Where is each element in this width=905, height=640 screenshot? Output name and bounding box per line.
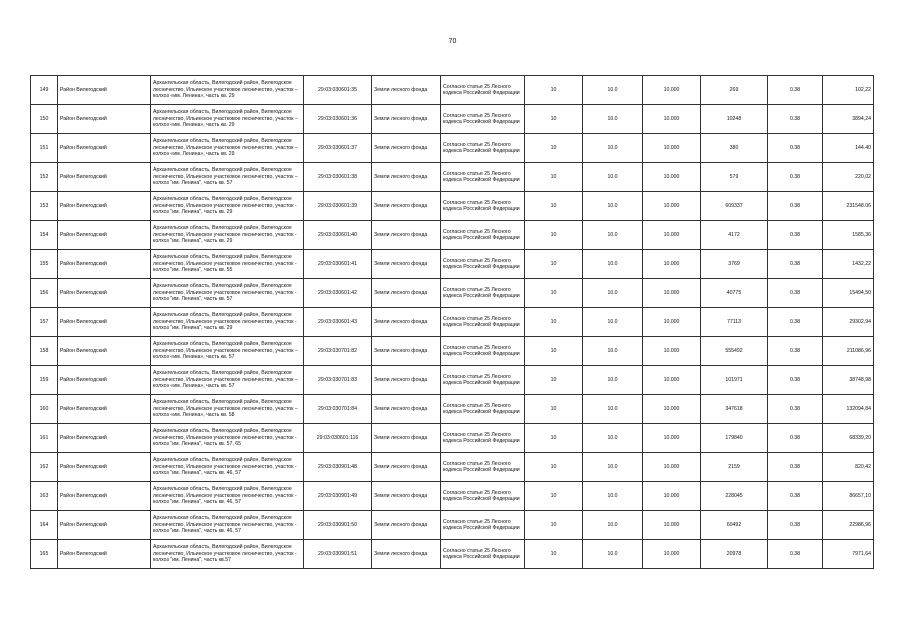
legal-basis-cell: Согласно статье 25 Лесного кодекса Российской Федерации <box>441 134 525 163</box>
address-cell: Архангельская область, Вилегодский район, Вилегодское лесничество, Ильинское участковое лесничество, участок – колхоз «им. Ленина», часть кв. 57 <box>151 337 304 366</box>
table-row <box>31 482 874 511</box>
area-cell: 10248 <box>701 105 768 134</box>
land-category-cell: Земли лесного фонда <box>372 76 441 105</box>
legal-basis-cell: Согласно статье 25 Лесного кодекса Российской Федерации <box>441 453 525 482</box>
table-row <box>31 366 874 395</box>
legal-basis-cell: Согласно статье 25 Лесного кодекса Российской Федерации <box>441 540 525 569</box>
rate-cell: 0.38 <box>768 221 823 250</box>
total-cell: 38748,98 <box>823 366 874 395</box>
legal-basis-cell: Согласно статье 25 Лесного кодекса Российской Федерации <box>441 395 525 424</box>
address-cell: Архангельская область, Вилегодский район, Вилегодское лесничество, Ильинское участковое лесничество, участок – колхоз «им. Ленина», часть кв. 29 <box>151 76 304 105</box>
total-cell: 86657,10 <box>823 482 874 511</box>
value-1-cell: 10 <box>525 163 583 192</box>
table-row <box>31 424 874 453</box>
cadastral-number-cell: 29:03:030901:49 <box>304 482 372 511</box>
rate-cell: 0.38 <box>768 453 823 482</box>
address-cell: Архангельская область, Вилегодский район, Вилегодское лесничество, Ильинское участковое лесничество, участок – колхоз "им. Ленина", часть кв. 57 <box>151 163 304 192</box>
cadastral-number-cell: 29:03:030601:38 <box>304 163 372 192</box>
row-number: 149 <box>31 76 58 105</box>
value-1-cell: 10 <box>525 76 583 105</box>
district-cell: Район Вилегодский <box>58 424 151 453</box>
land-category-cell: Земли лесного фонда <box>372 221 441 250</box>
total-cell: 29302,94 <box>823 308 874 337</box>
address-cell: Архангельская область, Вилегодский район, Вилегодское лесничество, Ильинское участковое лесничество, участок - колхоз "им. Ленина", часть кв. 46, 57 <box>151 482 304 511</box>
rate-cell: 0.38 <box>768 134 823 163</box>
value-3-cell: 10.000 <box>643 337 701 366</box>
area-cell: 3769 <box>701 250 768 279</box>
value-3-cell: 10.000 <box>643 308 701 337</box>
land-category-cell: Земли лесного фонда <box>372 134 441 163</box>
land-category-cell: Земли лесного фонда <box>372 482 441 511</box>
land-category-cell: Земли лесного фонда <box>372 163 441 192</box>
total-cell: 820,42 <box>823 453 874 482</box>
total-cell: 102,22 <box>823 76 874 105</box>
district-cell: Район Вилегодский <box>58 540 151 569</box>
row-number: 157 <box>31 308 58 337</box>
cadastral-number-cell: 29:03:030701:84 <box>304 395 372 424</box>
legal-basis-cell: Согласно статье 25 Лесного кодекса Российской Федерации <box>441 424 525 453</box>
land-category-cell: Земли лесного фонда <box>372 453 441 482</box>
table-row <box>31 511 874 540</box>
total-cell: 132094,84 <box>823 395 874 424</box>
value-2-cell: 10.0 <box>583 105 643 134</box>
rate-cell: 0.38 <box>768 163 823 192</box>
value-3-cell: 10.000 <box>643 540 701 569</box>
area-cell: 4172 <box>701 221 768 250</box>
address-cell: Архангельская область, Вилегодский район, Вилегодское лесничество, Ильинское участковое лесничество, участок – колхоз «им. Ленина», часть кв. 29 <box>151 134 304 163</box>
district-cell: Район Вилегодский <box>58 105 151 134</box>
value-2-cell: 10.0 <box>583 511 643 540</box>
land-registry-table <box>30 75 874 569</box>
value-3-cell: 10.000 <box>643 76 701 105</box>
row-number: 155 <box>31 250 58 279</box>
value-2-cell: 10.0 <box>583 337 643 366</box>
legal-basis-cell: Согласно статье 25 Лесного кодекса Российской Федерации <box>441 482 525 511</box>
value-3-cell: 10.000 <box>643 482 701 511</box>
value-2-cell: 10.0 <box>583 366 643 395</box>
legal-basis-cell: Согласно статье 25 Лесного кодекса Российской Федерации <box>441 105 525 134</box>
legal-basis-cell: Согласно статье 25 Лесного кодекса Российской Федерации <box>441 337 525 366</box>
value-3-cell: 10.000 <box>643 395 701 424</box>
area-cell: 2159 <box>701 453 768 482</box>
value-1-cell: 10 <box>525 540 583 569</box>
row-number: 163 <box>31 482 58 511</box>
table-row <box>31 221 874 250</box>
value-3-cell: 10.000 <box>643 279 701 308</box>
value-3-cell: 10.000 <box>643 424 701 453</box>
value-3-cell: 10.000 <box>643 105 701 134</box>
area-cell: 347618 <box>701 395 768 424</box>
value-1-cell: 10 <box>525 424 583 453</box>
district-cell: Район Вилегодский <box>58 134 151 163</box>
land-category-cell: Земли лесного фонда <box>372 105 441 134</box>
value-2-cell: 10.0 <box>583 134 643 163</box>
legal-basis-cell: Согласно статье 25 Лесного кодекса Российской Федерации <box>441 308 525 337</box>
rate-cell: 0.38 <box>768 482 823 511</box>
row-number: 165 <box>31 540 58 569</box>
table-row <box>31 105 874 134</box>
cadastral-number-cell: 29:03:030601:41 <box>304 250 372 279</box>
cadastral-number-cell: 29:03:030601:37 <box>304 134 372 163</box>
area-cell: 101971 <box>701 366 768 395</box>
address-cell: Архангельская область, Вилегодский район, Вилегодское лесничество, Ильинское участковое лесничество, участок - колхоз "им. Ленина", часть кв. 29 <box>151 308 304 337</box>
total-cell: 211086,96 <box>823 337 874 366</box>
table-row <box>31 250 874 279</box>
value-3-cell: 10.000 <box>643 221 701 250</box>
table-row <box>31 337 874 366</box>
address-cell: Архангельская область, Вилегодский район, Вилегодское лесничество, Ильинское участковое лесничество, участок - колхоз "им. Ленина", часть кв. 46, 57 <box>151 511 304 540</box>
cadastral-number-cell: 29:03:030601:40 <box>304 221 372 250</box>
value-1-cell: 10 <box>525 221 583 250</box>
land-category-cell: Земли лесного фонда <box>372 511 441 540</box>
value-3-cell: 10.000 <box>643 134 701 163</box>
legal-basis-cell: Согласно статье 25 Лесного кодекса Российской Федерации <box>441 192 525 221</box>
rate-cell: 0.38 <box>768 308 823 337</box>
value-2-cell: 10.0 <box>583 279 643 308</box>
table-row <box>31 395 874 424</box>
district-cell: Район Вилегодский <box>58 482 151 511</box>
value-1-cell: 10 <box>525 134 583 163</box>
value-1-cell: 10 <box>525 453 583 482</box>
rate-cell: 0.38 <box>768 279 823 308</box>
rate-cell: 0.38 <box>768 250 823 279</box>
area-cell: 40775 <box>701 279 768 308</box>
total-cell: 68339,20 <box>823 424 874 453</box>
total-cell: 1585,36 <box>823 221 874 250</box>
legal-basis-cell: Согласно статье 25 Лесного кодекса Российской Федерации <box>441 221 525 250</box>
row-number: 164 <box>31 511 58 540</box>
value-3-cell: 10.000 <box>643 250 701 279</box>
value-1-cell: 10 <box>525 308 583 337</box>
value-2-cell: 10.0 <box>583 192 643 221</box>
legal-basis-cell: Согласно статье 25 Лесного кодекса Российской Федерации <box>441 163 525 192</box>
value-1-cell: 10 <box>525 279 583 308</box>
area-cell: 60492 <box>701 511 768 540</box>
row-number: 161 <box>31 424 58 453</box>
area-cell: 609337 <box>701 192 768 221</box>
value-2-cell: 10.0 <box>583 395 643 424</box>
total-cell: 231548.06 <box>823 192 874 221</box>
row-number: 154 <box>31 221 58 250</box>
total-cell: 144.40 <box>823 134 874 163</box>
cadastral-number-cell: 29:03:030901:50 <box>304 511 372 540</box>
district-cell: Район Вилегодский <box>58 511 151 540</box>
cadastral-number-cell: 29:03:030601:35 <box>304 76 372 105</box>
area-cell: 20978 <box>701 540 768 569</box>
cadastral-number-cell: 29:03:030601:116 <box>304 424 372 453</box>
land-category-cell: Земли лесного фонда <box>372 279 441 308</box>
district-cell: Район Вилегодский <box>58 308 151 337</box>
district-cell: Район Вилегодский <box>58 76 151 105</box>
table-row <box>31 163 874 192</box>
district-cell: Район Вилегодский <box>58 337 151 366</box>
address-cell: Архангельская область, Вилегодский район, Вилегодское лесничество, Ильинское участковое лесничество, участок - колхоз "им. Ленина", часть кв. 29 <box>151 192 304 221</box>
cadastral-number-cell: 29:03:030601:39 <box>304 192 372 221</box>
value-3-cell: 10.000 <box>643 453 701 482</box>
rate-cell: 0.38 <box>768 424 823 453</box>
table-row <box>31 192 874 221</box>
land-category-cell: Земли лесного фонда <box>372 337 441 366</box>
total-cell: 220,02 <box>823 163 874 192</box>
value-1-cell: 10 <box>525 366 583 395</box>
table-row <box>31 134 874 163</box>
rate-cell: 0.38 <box>768 105 823 134</box>
cadastral-number-cell: 29:03:030601:36 <box>304 105 372 134</box>
cadastral-number-cell: 29:03:030901:51 <box>304 540 372 569</box>
legal-basis-cell: Согласно статье 25 Лесного кодекса Российской Федерации <box>441 511 525 540</box>
area-cell: 228045 <box>701 482 768 511</box>
land-category-cell: Земли лесного фонда <box>372 424 441 453</box>
district-cell: Район Вилегодский <box>58 395 151 424</box>
value-3-cell: 10.000 <box>643 511 701 540</box>
value-3-cell: 10.000 <box>643 163 701 192</box>
row-number: 153 <box>31 192 58 221</box>
table-row <box>31 76 874 105</box>
district-cell: Район Вилегодский <box>58 163 151 192</box>
page-number: 70 <box>448 38 457 45</box>
legal-basis-cell: Согласно статье 25 Лесного кодекса Российской Федерации <box>441 366 525 395</box>
value-2-cell: 10.0 <box>583 163 643 192</box>
address-cell: Архангельская область, Вилегодский район, Вилегодское лесничество, Ильинское участковое лесничество, участок - колхоз "им. Ленина", часть кв. 29 <box>151 221 304 250</box>
area-cell: 555492 <box>701 337 768 366</box>
total-cell: 3894,24 <box>823 105 874 134</box>
rate-cell: 0.38 <box>768 192 823 221</box>
value-2-cell: 10.0 <box>583 424 643 453</box>
land-category-cell: Земли лесного фонда <box>372 540 441 569</box>
legal-basis-cell: Согласно статье 25 Лесного кодекса Российской Федерации <box>441 76 525 105</box>
row-number: 158 <box>31 337 58 366</box>
cadastral-number-cell: 29:03:030901:48 <box>304 453 372 482</box>
value-2-cell: 10.0 <box>583 308 643 337</box>
value-3-cell: 10.000 <box>643 192 701 221</box>
row-number: 159 <box>31 366 58 395</box>
address-cell: Архангельская область, Вилегодский район, Вилегодское лесничество, Ильинское участковое лесничество, участок - колхоз "им. Ленина", часть кв.57 <box>151 540 304 569</box>
land-category-cell: Земли лесного фонда <box>372 308 441 337</box>
value-1-cell: 10 <box>525 482 583 511</box>
rate-cell: 0.38 <box>768 76 823 105</box>
address-cell: Архангельская область, Вилегодский район, Вилегодское лесничество, Ильинское участковое лесничество, участок – колхоз «им. Ленина», часть кв. 57 <box>151 366 304 395</box>
rate-cell: 0.38 <box>768 395 823 424</box>
area-cell: 269 <box>701 76 768 105</box>
legal-basis-cell: Согласно статье 25 Лесного кодекса Российской Федерации <box>441 279 525 308</box>
value-2-cell: 10.0 <box>583 482 643 511</box>
land-category-cell: Земли лесного фонда <box>372 250 441 279</box>
value-2-cell: 10.0 <box>583 453 643 482</box>
rate-cell: 0.38 <box>768 366 823 395</box>
value-2-cell: 10.0 <box>583 250 643 279</box>
table-row <box>31 308 874 337</box>
value-2-cell: 10.0 <box>583 76 643 105</box>
district-cell: Район Вилегодский <box>58 221 151 250</box>
address-cell: Архангельская область, Вилегодский район, Вилегодское лесничество, Ильинское участковое лесничество, участок – колхоз «им. Ленина», часть кв. 29 <box>151 105 304 134</box>
legal-basis-cell: Согласно статье 25 Лесного кодекса Российской Федерации <box>441 250 525 279</box>
table-row <box>31 279 874 308</box>
area-cell: 179840 <box>701 424 768 453</box>
row-number: 151 <box>31 134 58 163</box>
rate-cell: 0.38 <box>768 337 823 366</box>
value-1-cell: 10 <box>525 511 583 540</box>
total-cell: 1432,22 <box>823 250 874 279</box>
value-1-cell: 10 <box>525 250 583 279</box>
table-row <box>31 453 874 482</box>
row-number: 156 <box>31 279 58 308</box>
row-number: 162 <box>31 453 58 482</box>
district-cell: Район Вилегодский <box>58 279 151 308</box>
land-category-cell: Земли лесного фонда <box>372 366 441 395</box>
address-cell: Архангельская область, Вилегодский район, Вилегодское лесничество, Ильинское участковое лесничество, участок - колхоз "им. Ленина", часть кв. 46, 57 <box>151 453 304 482</box>
value-3-cell: 10.000 <box>643 366 701 395</box>
address-cell: Архангельская область, Вилегодский район, Вилегодское лесничество, Ильинское участковое лесничество, участок - колхоз "им. Ленина", часть кв. 57 <box>151 279 304 308</box>
total-cell: 7971,64 <box>823 540 874 569</box>
cadastral-number-cell: 29:03:030601:43 <box>304 308 372 337</box>
row-number: 150 <box>31 105 58 134</box>
address-cell: Архангельская область, Вилегодский район, Вилегодское лесничество, Ильинское участковое лесничество, участок – колхоз «им. Ленина», часть кв. 58 <box>151 395 304 424</box>
row-number: 152 <box>31 163 58 192</box>
area-cell: 77113 <box>701 308 768 337</box>
district-cell: Район Вилегодский <box>58 250 151 279</box>
total-cell: 22986,96 <box>823 511 874 540</box>
district-cell: Район Вилегодский <box>58 366 151 395</box>
land-category-cell: Земли лесного фонда <box>372 192 441 221</box>
row-number: 160 <box>31 395 58 424</box>
value-1-cell: 10 <box>525 337 583 366</box>
value-2-cell: 10.0 <box>583 540 643 569</box>
area-cell: 579 <box>701 163 768 192</box>
cadastral-number-cell: 29:03:030701:82 <box>304 337 372 366</box>
value-1-cell: 10 <box>525 105 583 134</box>
address-cell: Архангельская область, Вилегодский район, Вилегодское лесничество, Ильинское участковое лесничество, участок - колхоз "им. Ленина", часть кв. 57, 65 <box>151 424 304 453</box>
value-2-cell: 10.0 <box>583 221 643 250</box>
area-cell: 380 <box>701 134 768 163</box>
value-1-cell: 10 <box>525 395 583 424</box>
district-cell: Район Вилегодский <box>58 453 151 482</box>
district-cell: Район Вилегодский <box>58 192 151 221</box>
value-1-cell: 10 <box>525 192 583 221</box>
table-row <box>31 540 874 569</box>
total-cell: 15494,50 <box>823 279 874 308</box>
land-category-cell: Земли лесного фонда <box>372 395 441 424</box>
cadastral-number-cell: 29:03:030601:42 <box>304 279 372 308</box>
cadastral-number-cell: 29:03:030701:83 <box>304 366 372 395</box>
address-cell: Архангельская область, Вилегодский район, Вилегодское лесничество, Ильинское участковое лесничество, участок - колхоз "им. Ленина", часть кв. 55 <box>151 250 304 279</box>
rate-cell: 0.38 <box>768 511 823 540</box>
rate-cell: 0.38 <box>768 540 823 569</box>
